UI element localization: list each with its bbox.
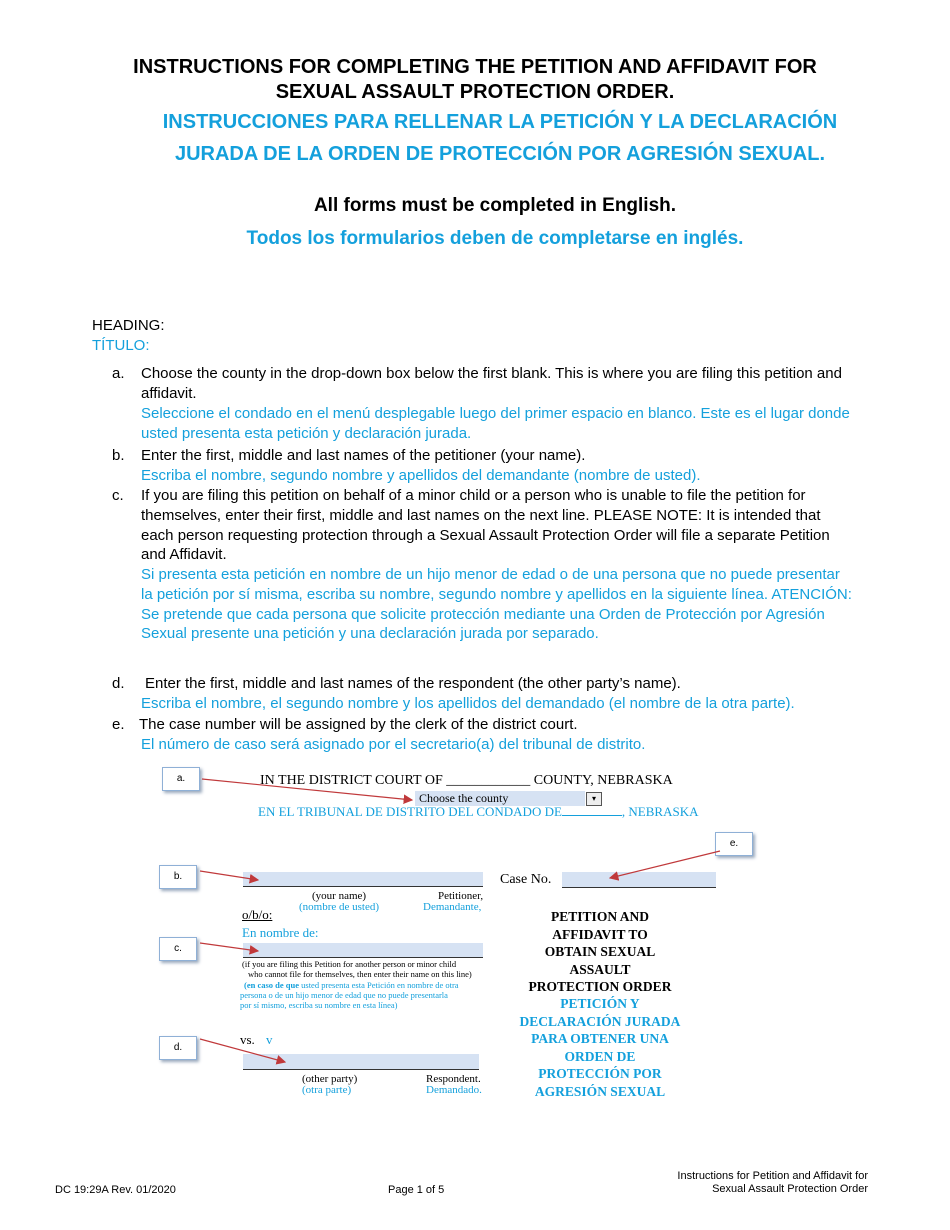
court-line: IN THE DISTRICT COURT OF ____________ COUNTY, NEBRASKA — [260, 773, 673, 788]
footer-form-id: DC 19:29A Rev. 01/2020 — [55, 1184, 176, 1196]
footer-doc-title — [677, 1170, 868, 1196]
arrow-c — [200, 943, 258, 951]
item-e-letter: e. — [112, 716, 125, 733]
obo-note-spanish-line3: por sí mismo, escriba su nombre en esta línea) — [240, 1000, 398, 1010]
obo-note-spanish-line2: persona o de un hijo menor de edad que no puede presentarla — [240, 990, 448, 1000]
form-title-english-line-3: OBTAIN SEXUAL — [544, 944, 656, 959]
item-a-letter: a. — [112, 365, 125, 382]
callout-arrows — [150, 760, 770, 1110]
item-c-text-spanish: Si presenta esta petición en nombre de un hijo menor de edad o de una persona que no puede presentar la petición por sí misma, escriba su nombre, segundo nombre y apellidos en la siguiente línea. ATENCIÓN: Se pretende que cada persona que solicite protección mediante una Orden de Protección por Agresión Sexual presente una petición y una declaración jurada por separado. — [141, 566, 852, 643]
item-b-text: Enter the first, middle and last names of the petitioner (your name). — [141, 447, 586, 464]
form-title-spanish-line-6: AGRESIÓN SEXUAL — [534, 1083, 666, 1099]
form-title-spanish-line-1: PETICIÓN Y — [560, 996, 640, 1011]
item-c-text: If you are filing this petition on behalf of a minor child or a person who is unable to file the petition for themselves, enter their first, middle and last names on the next line. PLEASE NOTE: It is intended that each person requesting protection through a Sexual Assault Protection Order will file a separate Petition and Affidavit. — [141, 487, 830, 564]
language-note-spanish: Todos los formularios deben de completarse en inglés. — [246, 228, 744, 249]
other-party-label-spanish: (otra parte) — [302, 1084, 352, 1096]
other-party-label: (other party) — [302, 1073, 358, 1085]
item-d-text: Enter the first, middle and last names of the respondent (the other party’s name). — [145, 675, 681, 692]
petitioner-label: Petitioner, — [438, 890, 484, 902]
obo-note-line1: (if you are filing this Petition for another person or minor child — [242, 959, 457, 969]
arrow-b — [200, 871, 258, 880]
item-a-text: Choose the county in the drop-down box below the first blank. This is where you are filing this petition and affidavit. — [141, 365, 842, 402]
county-dropdown[interactable]: Choose the county — [415, 791, 585, 806]
form-title-spanish-line-3: PARA OBTENER UNA — [531, 1031, 669, 1046]
vs-label-spanish: v — [266, 1032, 273, 1047]
form-title-english-line-4: ASSAULT — [569, 961, 631, 977]
obo-note-line2: who cannot file for themselves, then enter their name on this line) — [248, 969, 472, 979]
item-b-letter: b. — [112, 447, 125, 464]
language-note-english: All forms must be completed in English. — [313, 195, 677, 216]
sample-form-illustration — [150, 760, 770, 1110]
footer-page-number: Page 1 of 5 — [388, 1184, 445, 1196]
footer-doc-title-line1: Instructions for Petition and Affidavit for — [677, 1170, 868, 1182]
chevron-down-icon[interactable]: ▾ — [586, 792, 602, 806]
title-spanish-line2: JURADA DE LA ORDEN DE PROTECCIÓN POR AGRESIÓN SEXUAL. — [174, 143, 826, 165]
obo-note-spanish-line1: usted presenta esta Petición en nombre de otra — [299, 980, 459, 990]
item-d-text-spanish: Escriba el nombre, el segundo nombre y los apellidos del demandado (el nombre de la otra parte). — [141, 695, 795, 712]
case-number-label: Case No. — [500, 872, 552, 887]
your-name-label: (your name) — [312, 890, 367, 902]
petitioner-label-spanish: Demandante, — [423, 901, 482, 913]
callout-c: c. — [159, 937, 197, 961]
title-english-line2: SEXUAL ASSAULT PROTECTION ORDER. — [275, 81, 675, 103]
heading-label: HEADING: — [92, 317, 165, 334]
form-title-english-line-1: PETITION AND — [551, 909, 649, 924]
respondent-label-spanish: Demandado. — [426, 1084, 482, 1096]
item-a-text-spanish: Seleccione el condado en el menú desplegable luego del primer espacio en blanco. Este es el lugar donde usted presenta esta petición y declaración jurada. — [141, 405, 850, 442]
obo-label-spanish: En nombre de: — [242, 925, 319, 940]
form-title-spanish-line-2: DECLARACIÓN JURADA — [519, 1013, 681, 1029]
item-e-text: The case number will be assigned by the clerk of the district court. — [139, 716, 578, 733]
form-title-spanish-line-5: PROTECCIÓN POR — [538, 1066, 662, 1081]
form-title-spanish-line-4: ORDEN DE — [564, 1048, 636, 1064]
item-b-text-spanish: Escriba el nombre, segundo nombre y apellidos del demandante (nombre de usted). — [141, 467, 701, 484]
callout-d: d. — [159, 1036, 197, 1060]
form-title-english-line-2: AFFIDAVIT TO — [552, 926, 648, 942]
your-name-label-spanish: (nombre de usted) — [299, 901, 380, 913]
item-c-letter: c. — [112, 487, 124, 504]
court-line-spanish-prefix: EN EL TRIBUNAL DE DISTRITO DEL CONDADO DE — [258, 804, 562, 819]
court-line-spanish-suffix: , NEBRASKA — [621, 804, 699, 819]
arrow-e — [610, 851, 720, 878]
callout-e: e. — [715, 832, 753, 856]
respondent-label: Respondent. — [426, 1073, 481, 1085]
item-e-text-spanish: El número de caso será asignado por el secretario(a) del tribunal de distrito. — [141, 736, 646, 753]
footer-doc-title-line2: Sexual Assault Protection Order — [712, 1183, 868, 1195]
item-d-letter: d. — [112, 675, 125, 692]
arrow-a — [202, 779, 412, 800]
arrow-d — [200, 1039, 285, 1062]
title-spanish-line1: INSTRUCCIONES PARA RELLENAR LA PETICIÓN Y LA DECLARACIÓN — [162, 111, 838, 133]
heading-label-spanish: TÍTULO: — [92, 337, 150, 354]
form-title-english-line-5: PROTECTION ORDER — [528, 979, 672, 994]
callout-a: a. — [162, 767, 200, 791]
callout-b: b. — [159, 865, 197, 889]
obo-note-spanish-bold: (en caso de que — [244, 980, 300, 990]
obo-label: o/b/o: — [242, 907, 273, 922]
title-english-line1: INSTRUCTIONS FOR COMPLETING THE PETITION AND AFFIDAVIT FOR — [133, 56, 817, 78]
vs-label: vs. — [240, 1032, 255, 1047]
